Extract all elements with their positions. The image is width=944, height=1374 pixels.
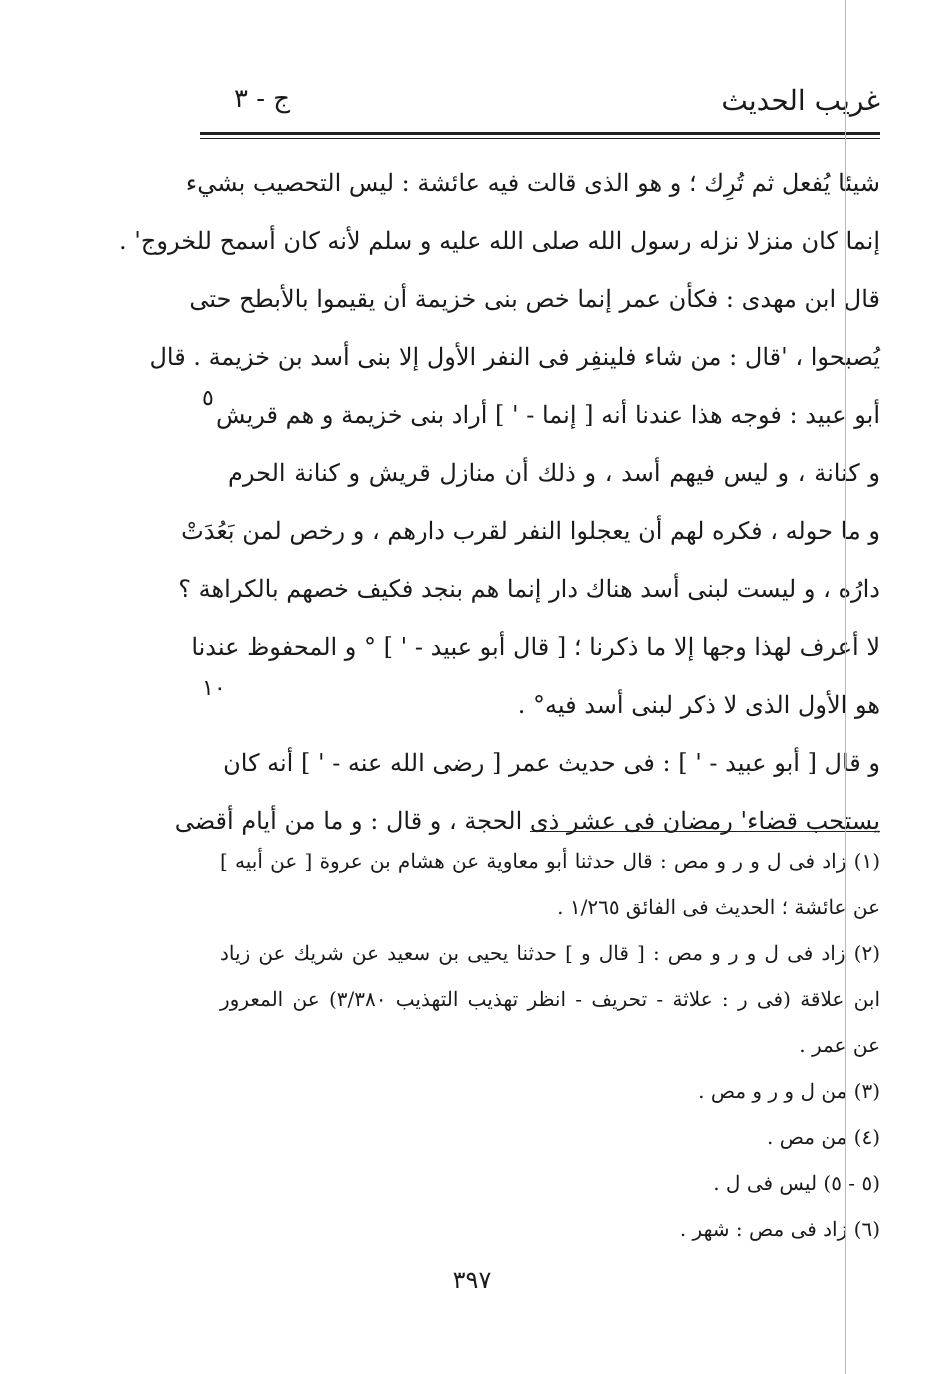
text-line: و قال [ أبو عبيد - ' ] : فى حديث عمر [ رضى الله عنه - ' ] أنه كان [223, 749, 880, 777]
footnote-line: ابن علاقة (فى ر : علاثة - تحريف - انظر تهذيب التهذيب ٣/٣٨٠) عن المعرور [220, 987, 880, 1011]
scan-fold-line [845, 0, 846, 1374]
text-line: إنما كان منزلا نزله رسول الله صلى الله عليه و سلم لأنه كان أسمح للخروج' . [119, 227, 880, 255]
text-line: قال ابن مهدى : فكأن عمر إنما خص بنى خزيمة أن يقيموا بالأبطح حتى [189, 285, 880, 313]
footnote-line: (٤) من مص . [767, 1125, 880, 1149]
footnote-line: (٣) من ل و ر و مص . [698, 1079, 880, 1103]
text-line: هو الأول الذى لا ذكر لبنى أسد فيه° . [517, 691, 880, 719]
footnotes [220, 838, 880, 1252]
text-line: يستحب قضاء' رمضان فى عشر ذى الحجة ، و قال : و ما من أيام أقضى [174, 807, 880, 835]
header-rule-thick [200, 132, 880, 135]
header-rule-thin [200, 138, 880, 139]
footnote-line: عن عمر . [799, 1033, 880, 1057]
line-number-5: ٥ [202, 386, 214, 411]
text-line: أبو عبيد : فوجه هذا عندنا أنه [ إنما - ' ] أراد بنى خزيمة و هم قريش [215, 401, 880, 429]
text-line: يُصبحوا ، 'قال : من شاء فلينفِر فى النفر الأول إلا بنى أسد بن خزيمة . قال [149, 343, 880, 371]
footnote-line: (٥ - ٥) ليس فى ل . [713, 1171, 880, 1195]
footnote-line: (٢) زاد فى ل و ر و مص : [ قال و ] حدثنا يحيى بن سعيد عن شريك عن زياد [220, 941, 880, 965]
footnote-line: (٦) زاد فى مص : شهر . [679, 1217, 880, 1241]
running-title: غريب الحديث [721, 84, 880, 117]
text-line: و ما حوله ، فكره لهم أن يعجلوا النفر لقرب دارهم ، و رخص لمن بَعُدَتْ [181, 517, 880, 545]
line-number-10: ١٠ [202, 676, 226, 701]
page-number: ٣٩٧ [452, 1266, 492, 1294]
text-line: لا أعرف لهذا وجها إلا ما ذكرنا ؛ [ قال أبو عبيد - ' ] ° و المحفوظ عندنا [191, 633, 880, 661]
text-line: شيئا يُفعل ثم تُرِك ؛ و هو الذى قالت فيه عائشة : ليس التحصيب بشيء [185, 169, 880, 197]
text-line: دارُه ، و ليست لبنى أسد هناك دار إنما هم بنجد فكيف خصهم بالكراهة ؟ [178, 575, 880, 603]
text-line: و كنانة ، و ليس فيهم أسد ، و ذلك أن منازل قريش و كنانة الحرم [228, 459, 880, 487]
footnote-line: (١) زاد فى ل و ر و مص : قال حدثنا أبو معاوية عن هشام بن عروة [ عن أبيه ] [220, 849, 880, 873]
volume-label: ج - ٣ [234, 84, 291, 114]
footnote-line: عن عائشة ؛ الحديث فى الفائق ١/٢٦٥ . [557, 895, 880, 919]
running-header [228, 84, 880, 124]
footnote-rule [530, 831, 880, 832]
